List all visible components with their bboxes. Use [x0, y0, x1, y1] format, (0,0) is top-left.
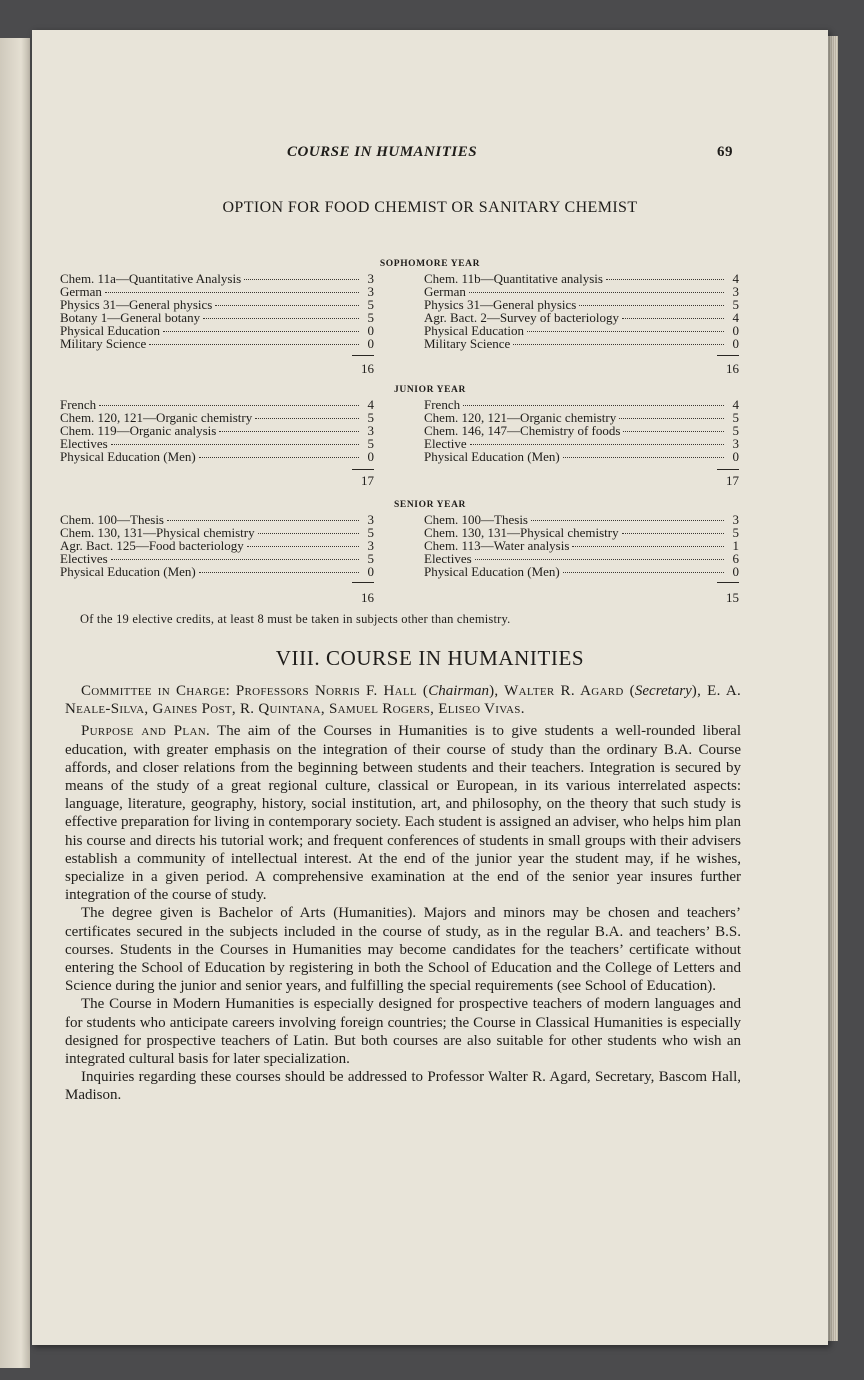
- credit-value: 5: [732, 423, 739, 438]
- book-page: [32, 30, 828, 1345]
- leader-dots: [469, 292, 724, 293]
- purpose-label: Purpose and Plan.: [81, 723, 210, 740]
- running-title: COURSE IN HUMANITIES: [287, 144, 478, 160]
- course-name: Chem. 130, 131—Physical chemistry: [60, 525, 255, 540]
- purpose-paragraph: [65, 722, 741, 904]
- leader-dots: [622, 533, 724, 534]
- course-row: [60, 337, 374, 350]
- inquiries-paragraph: Inquiries regarding these courses should be addressed to Professor Walter R. Agard, Secretary, Bascom Hall, Madison.: [65, 1069, 741, 1104]
- course-name: Botany 1—General botany: [60, 310, 201, 325]
- leader-dots: [255, 418, 359, 419]
- credit-value: 3: [732, 284, 739, 299]
- credit-value: 0: [732, 564, 739, 579]
- credit-value: 5: [367, 410, 374, 425]
- leader-dots: [563, 457, 724, 458]
- credit-value: 5: [732, 410, 739, 425]
- credit-value: 0: [732, 449, 739, 464]
- second-semester-total: 16: [726, 361, 739, 376]
- course-name: Chem. 120, 121—Organic chemistry: [60, 410, 253, 425]
- course-name: French: [60, 397, 97, 412]
- course-name: Elective: [424, 436, 467, 451]
- committee-text: ), Walter R. Agard (: [489, 683, 635, 699]
- section-body: [65, 682, 741, 1105]
- credit-value: 0: [367, 336, 374, 351]
- leader-dots: [163, 331, 359, 332]
- leader-dots: [527, 331, 724, 332]
- course-row: [60, 272, 374, 285]
- credit-value: 3: [732, 512, 739, 527]
- course-name: Chem. 100—Thesis: [424, 512, 528, 527]
- course-row: [60, 450, 374, 463]
- course-name: Physical Education (Men): [424, 449, 560, 464]
- elective-footnote: Of the 19 elective credits, at least 8 must be taken in subjects other than chemistry.: [80, 612, 511, 626]
- committee-label: Committee in Charge:: [81, 683, 231, 699]
- course-name: Physical Education: [60, 323, 161, 338]
- second-semester-column: [424, 513, 739, 578]
- course-name: Chem. 146, 147—Chemistry of foods: [424, 423, 621, 438]
- credit-value: 5: [732, 525, 739, 540]
- course-name: German: [424, 284, 466, 299]
- leader-dots: [203, 318, 359, 319]
- leader-dots: [606, 279, 724, 280]
- purpose-text: The aim of the Courses in Humanities is to give students a well-rounded liberal education, with greater emphasis on the integration of their course of study than the ordinary B.A. Course affords, and closer relations from the beginning between students and their teachers. Integration is secured by means of the study of a great regional culture, classical or European, in its various interrelated aspects: language, literature, geography, history, social institution, art, and philosophy, on the theory that such study is effective preparation for living in contemporary society. Each student is assigned an adviser, who helps him plan his course and directs his tutorial work; and frequent conferences of students in small groups with their advisers establish a community of intellectual interest. At the end of the junior year the student may, if he wishes, specialize in a given period. A comprehensive examination at the end of the senior year insures further integration of the course of study.: [65, 723, 741, 904]
- chairman-title: Chairman: [428, 683, 490, 699]
- credit-value: 4: [732, 397, 739, 412]
- secretary-title: Secretary: [634, 683, 692, 699]
- year-label: SOPHOMORE YEAR: [379, 259, 481, 269]
- leader-dots: [619, 418, 724, 419]
- facing-page-edge: [0, 38, 30, 1368]
- leader-dots: [199, 572, 359, 573]
- total-rule: [352, 469, 374, 470]
- option-title: OPTION FOR FOOD CHEMIST OR SANITARY CHEMIST: [222, 199, 638, 216]
- credit-value: 0: [732, 336, 739, 351]
- course-name: Chem. 120, 121—Organic chemistry: [424, 410, 617, 425]
- second-semester-total: 17: [726, 473, 739, 488]
- course-row: [424, 565, 739, 578]
- course-name: Physical Education (Men): [60, 449, 196, 464]
- degree-paragraph: The degree given is Bachelor of Arts (Humanities). Majors and minors may be chosen and teachers’ certificates secured in the subjects included in the course of study, as in the regular B.A. and teachers’ B.S. courses. Students in the Courses in Humanities may become candidates for the teachers’ certificate without entering the School of Education by registering in both the School of Education and the College of Letters and Science during the junior and senior years, and fulfilling the special requirements (see School of Education).: [65, 905, 741, 995]
- course-row: [60, 565, 374, 578]
- leader-dots: [219, 431, 359, 432]
- leader-dots: [463, 405, 724, 406]
- course-name: Chem. 100—Thesis: [60, 512, 164, 527]
- credit-value: 3: [367, 284, 374, 299]
- course-name: Physical Education: [424, 323, 525, 338]
- first-semester-total: 16: [361, 361, 374, 376]
- credit-value: 4: [367, 397, 374, 412]
- credit-value: 5: [367, 436, 374, 451]
- total-rule: [352, 582, 374, 583]
- leader-dots: [563, 572, 724, 573]
- course-name: Chem. 113—Water analysis: [424, 538, 570, 553]
- credit-value: 1: [732, 538, 739, 553]
- course-name: Physics 31—General physics: [424, 297, 577, 312]
- leader-dots: [244, 279, 359, 280]
- leader-dots: [247, 546, 359, 547]
- section-title: VIII. COURSE IN HUMANITIES: [275, 646, 585, 670]
- credit-value: 5: [732, 297, 739, 312]
- total-rule: [352, 355, 374, 356]
- total-rule: [717, 469, 739, 470]
- sophomore-year-table: [32, 259, 828, 384]
- course-name: Military Science: [424, 336, 511, 351]
- course-name: French: [424, 397, 461, 412]
- course-row: [424, 337, 739, 350]
- year-label: SENIOR YEAR: [394, 500, 466, 510]
- course-name: Chem. 130, 131—Physical chemistry: [424, 525, 619, 540]
- course-name: Chem. 119—Organic analysis: [60, 423, 217, 438]
- modern-humanities-paragraph: The Course in Modern Humanities is especially designed for prospective teachers of modern languages and for students who anticipate careers involving foreign countries; the Course in Classical Humanities is especially designed for prospective teachers of Latin. But both courses are also suitable for other students who wish an integrated cultural basis for later specialization.: [65, 996, 741, 1068]
- course-row: [424, 272, 739, 285]
- course-name: Physical Education (Men): [424, 564, 560, 579]
- leader-dots: [111, 559, 359, 560]
- course-name: Military Science: [60, 336, 147, 351]
- first-semester-total: 17: [361, 473, 374, 488]
- course-name: Chem. 11a—Quantitative Analysis: [60, 271, 242, 286]
- course-name: Physics 31—General physics: [60, 297, 213, 312]
- leader-dots: [199, 457, 359, 458]
- leader-dots: [513, 344, 724, 345]
- leader-dots: [215, 305, 359, 306]
- second-semester-total: 15: [726, 590, 739, 605]
- course-name: Agr. Bact. 125—Food bacteriology: [60, 538, 244, 553]
- course-name: Electives: [60, 436, 108, 451]
- leader-dots: [623, 431, 724, 432]
- credit-value: 4: [732, 271, 739, 286]
- leader-dots: [572, 546, 724, 547]
- credit-value: 3: [367, 512, 374, 527]
- leader-dots: [99, 405, 359, 406]
- leader-dots: [111, 444, 359, 445]
- leader-dots: [579, 305, 724, 306]
- leader-dots: [149, 344, 359, 345]
- first-semester-column: [60, 513, 374, 578]
- senior-year-table: [32, 500, 828, 610]
- course-row: [424, 450, 739, 463]
- course-name: Chem. 11b—Quantitative analysis: [424, 271, 603, 286]
- total-rule: [717, 582, 739, 583]
- leader-dots: [475, 559, 724, 560]
- committee-paragraph: [65, 682, 741, 718]
- credit-value: 0: [732, 323, 739, 338]
- first-semester-total: 16: [361, 590, 374, 605]
- credit-value: 5: [367, 310, 374, 325]
- credit-value: 4: [732, 310, 739, 325]
- leader-dots: [258, 533, 359, 534]
- leader-dots: [105, 292, 359, 293]
- credit-value: 3: [367, 538, 374, 553]
- credit-value: 5: [367, 525, 374, 540]
- junior-year-table: [32, 385, 828, 495]
- credit-value: 0: [367, 323, 374, 338]
- credit-value: 3: [367, 271, 374, 286]
- committee-text: ), E. A. Neale-Silva, Gaines Post, R. Quintana, Samuel Rogers, Eliseo Vivas.: [65, 683, 742, 718]
- leader-dots: [167, 520, 359, 521]
- credit-value: 5: [367, 297, 374, 312]
- credit-value: 0: [367, 564, 374, 579]
- total-rule: [717, 355, 739, 356]
- course-name: Agr. Bact. 2—Survey of bacteriology: [424, 310, 619, 325]
- credit-value: 5: [367, 551, 374, 566]
- committee-text: Professors Norris F. Hall (: [235, 683, 429, 699]
- leader-dots: [622, 318, 724, 319]
- course-name: Physical Education (Men): [60, 564, 196, 579]
- year-label: JUNIOR YEAR: [394, 385, 466, 395]
- course-name: German: [60, 284, 102, 299]
- page-number: 69: [717, 144, 733, 160]
- credit-value: 6: [732, 551, 739, 566]
- first-semester-column: [60, 398, 374, 463]
- second-semester-column: [424, 272, 739, 350]
- course-name: Electives: [60, 551, 108, 566]
- credit-value: 3: [732, 436, 739, 451]
- first-semester-column: [60, 272, 374, 350]
- credit-value: 0: [367, 449, 374, 464]
- credit-value: 3: [367, 423, 374, 438]
- second-semester-column: [424, 398, 739, 463]
- leader-dots: [531, 520, 724, 521]
- leader-dots: [470, 444, 724, 445]
- course-row: [424, 424, 739, 437]
- course-name: Electives: [424, 551, 472, 566]
